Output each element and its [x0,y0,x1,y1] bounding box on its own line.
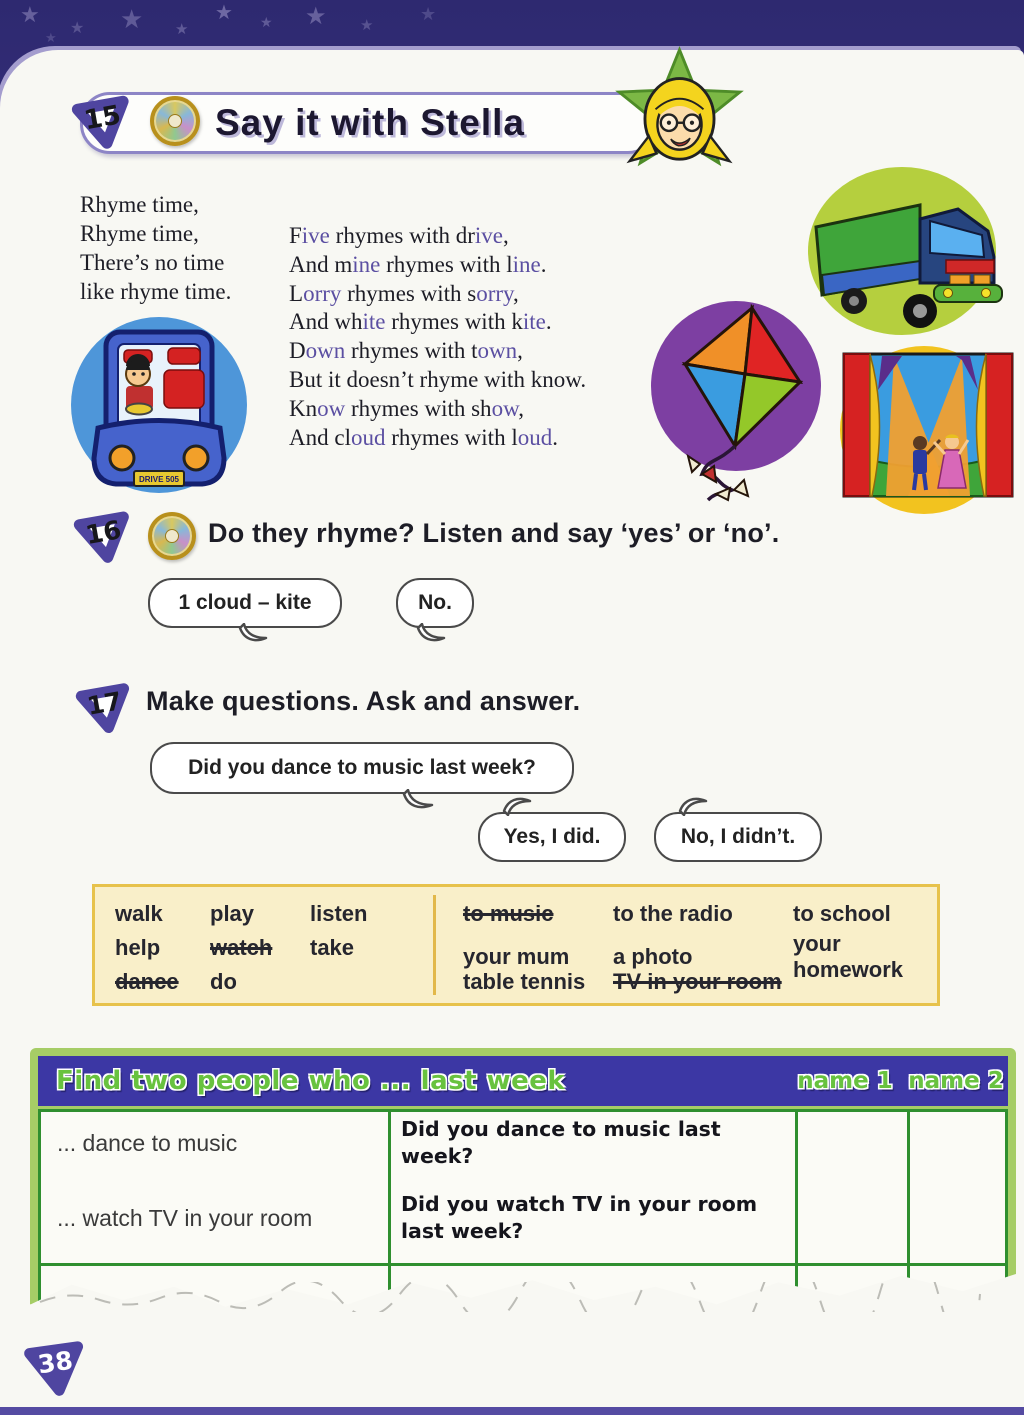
table-header [38,1056,1008,1106]
verb-option: take [310,935,355,960]
exercise-15-badge [70,88,136,154]
kite-illustration [650,296,828,504]
name1-header: name 1 [797,1068,893,1094]
star-decoration: ★ [120,4,144,34]
answer-bubble-text: No. [418,591,452,614]
word-box [92,884,940,1006]
star-decoration: ★ [360,17,374,34]
poem-line: Know rhymes with show, [289,395,524,421]
word-box-right [463,897,937,999]
word-box-row [115,931,367,965]
pencil-scribble [30,1282,994,1312]
poem-intro-line: Rhyme time, [80,221,199,246]
svg-text:38: 38 [36,1345,75,1380]
poem-intro-line: like rhyme time. [80,279,232,304]
poem-line: Down rhymes with town, [289,338,523,364]
answer-bubble [396,578,474,628]
question-cell: Did you dance to music last week? [391,1112,795,1174]
prompt-bubble-text: 1 cloud – kite [178,591,312,614]
verb-option: play [210,901,255,926]
cd-audio-icon [148,512,196,560]
answer-yes-bubble [478,812,626,862]
name2-cell [910,1112,1005,1174]
verb-option: watch [210,935,273,960]
page-title: Say it with Stella [215,102,525,143]
poem-intro-line: Rhyme time, [80,192,199,217]
lorry-illustration [798,165,1010,343]
verb-option: dance [115,969,179,994]
verb-option: walk [115,901,163,926]
answer-no-text: No, I didn’t. [680,825,796,848]
bottom-border [0,1407,1024,1415]
word-box-row [115,965,367,999]
verb-option: do [210,969,237,994]
poem-line: Five rhymes with drive, [289,223,509,248]
object-option: TV in your room [613,969,782,994]
svg-text:16: 16 [83,515,124,552]
star-decoration: ★ [305,3,327,30]
answer-yes-text: Yes, I did. [503,825,601,848]
question-cell: Did you watch TV in your room last week? [391,1173,795,1263]
exercise-17-instruction: Make questions. Ask and answer. [146,686,581,716]
stella-star-illustration [612,46,747,188]
word-box-divider [433,895,436,995]
object-option: to the radio [613,901,733,926]
word-box-row [463,897,937,931]
prompt-cell: ... dance to music [41,1112,388,1174]
object-option: to school [793,901,891,926]
object-option: table tennis [463,969,586,994]
star-decoration: ★ [175,21,189,38]
svg-text:17: 17 [84,686,124,721]
object-option: a photo [613,944,693,969]
bubble-tail [678,794,712,816]
verb-option: listen [310,901,368,926]
bubble-tail [402,789,438,812]
name2-cell [910,1173,1005,1263]
table-title: Find two people who ... last week [56,1066,566,1096]
question-bubble-text: Did you dance to music last week? [188,756,536,779]
poem-line: And cloud rhymes with loud. [289,424,558,450]
bubble-tail [416,623,450,645]
svg-text:15: 15 [81,99,124,137]
poem-line: And mine rhymes with line. [289,251,547,277]
exercise-16-instruction: Do they rhyme? Listen and say ‘yes’ or ‘no’. [208,518,780,548]
bubble-tail [238,623,272,645]
prompt-cell: ... watch TV in your room [41,1173,388,1263]
table-row [41,1112,1005,1170]
cd-audio-icon [150,96,200,146]
star-decoration: ★ [70,20,85,37]
car-illustration [64,310,254,500]
object-option: your homework [793,931,904,982]
poem-intro [80,190,231,306]
name2-header: name 2 [908,1068,1004,1094]
page-number-badge [22,1334,90,1405]
svg-text:DRIVE 505: DRIVE 505 [138,475,180,484]
exercise-17-badge [74,676,136,738]
poem-line: And white rhymes with kite. [289,309,552,335]
name1-cell [798,1173,907,1263]
word-box-row [115,897,367,931]
star-decoration: ★ [45,30,57,45]
poem-intro-line: There’s no time [80,250,225,275]
object-option: your mum [463,944,570,969]
poem-rhymes [289,222,586,452]
star-decoration: ★ [420,4,437,24]
word-box-left [115,897,367,999]
table-row [41,1173,1005,1263]
bubble-tail [502,794,536,816]
poem-line: But it doesn’t rhyme with know. [289,366,587,392]
theatre-show-illustration [828,340,1024,518]
name1-cell [798,1112,907,1174]
prompt-bubble [148,578,342,628]
star-decoration: ★ [20,2,40,27]
verb-option: help [115,935,161,960]
poem-line: Lorry rhymes with sorry, [289,280,519,306]
answer-no-bubble [654,812,822,862]
exercise-16-badge [72,504,136,568]
object-option: to music [463,901,554,926]
question-bubble [150,742,574,794]
star-decoration: ★ [260,14,273,30]
star-decoration: ★ [215,2,233,24]
